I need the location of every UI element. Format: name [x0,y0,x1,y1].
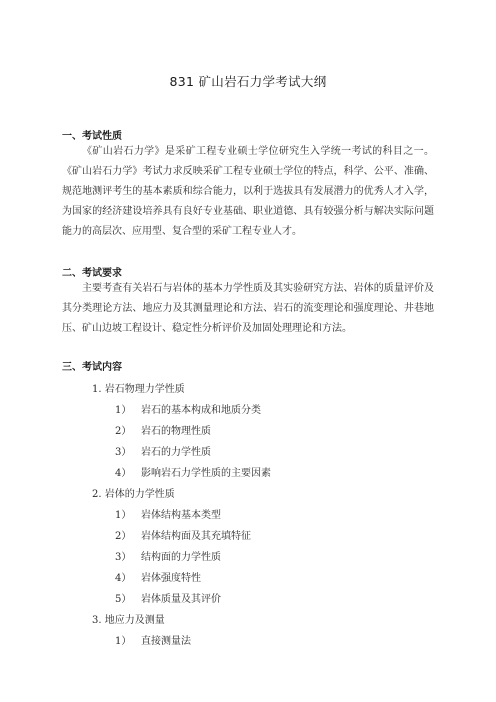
list-item: 3） 岩石的力学性质 [115,447,211,458]
topic-2-label: 2. 岩体的力学性质 [92,489,175,500]
document-title: 831 矿山岩石力学考试大纲 [169,74,327,89]
list-item: 4） 影响岩石力学性质的主要因素 [115,468,271,479]
list-item: 1） 岩体结构基本类型 [115,510,221,521]
section-paragraph-requirements: 主要考查有关岩石与岩体的基本力学性质及其实验研究方法、岩体的质量评价及其分类理论方法、地应力及其测量理论和方法、岩石的流变理论和强度理论、井巷地压、矿山边坡工程设计、稳定性分析评价及加固处理理论和方法。 [62,283,434,334]
list-item: 3） 结构面的力学性质 [115,552,221,563]
section-heading-requirements: 二、考试要求 [62,268,122,279]
topic-3-label: 3. 地应力及测量 [92,615,165,626]
list-item: 2） 岩石的物理性质 [115,426,211,437]
list-item: 5） 岩体质量及其评价 [115,594,221,605]
list-item: 1） 岩石的基本构成和地质分类 [115,405,261,416]
section-heading-nature: 一、考试性质 [62,131,122,142]
section-paragraph-nature: 《矿山岩石力学》是采矿工程专业硕士学位研究生入学统一考试的科目之一。《矿山岩石力学》考试力求反映采矿工程专业硕士学位的特点，科学、公平、准确、规范地测评考生的基本素质和综合能力，以利于选拔具有发展潜力的优秀人才入学，为国家的经济建设培养具有良好专业基础、职业道德、具有较强分析与解决实际问题能力的高层次、应用型、复合型的采矿工程专业人才。 [62,146,434,237]
list-item: 2） 岩体结构面及其充填特征 [115,531,251,542]
section-heading-content: 三、考试内容 [62,362,122,373]
topic-1-label: 1. 岩石物理力学性质 [92,384,185,395]
list-item: 4） 岩体强度特性 [115,573,201,584]
list-item: 1） 直接测量法 [115,636,191,647]
